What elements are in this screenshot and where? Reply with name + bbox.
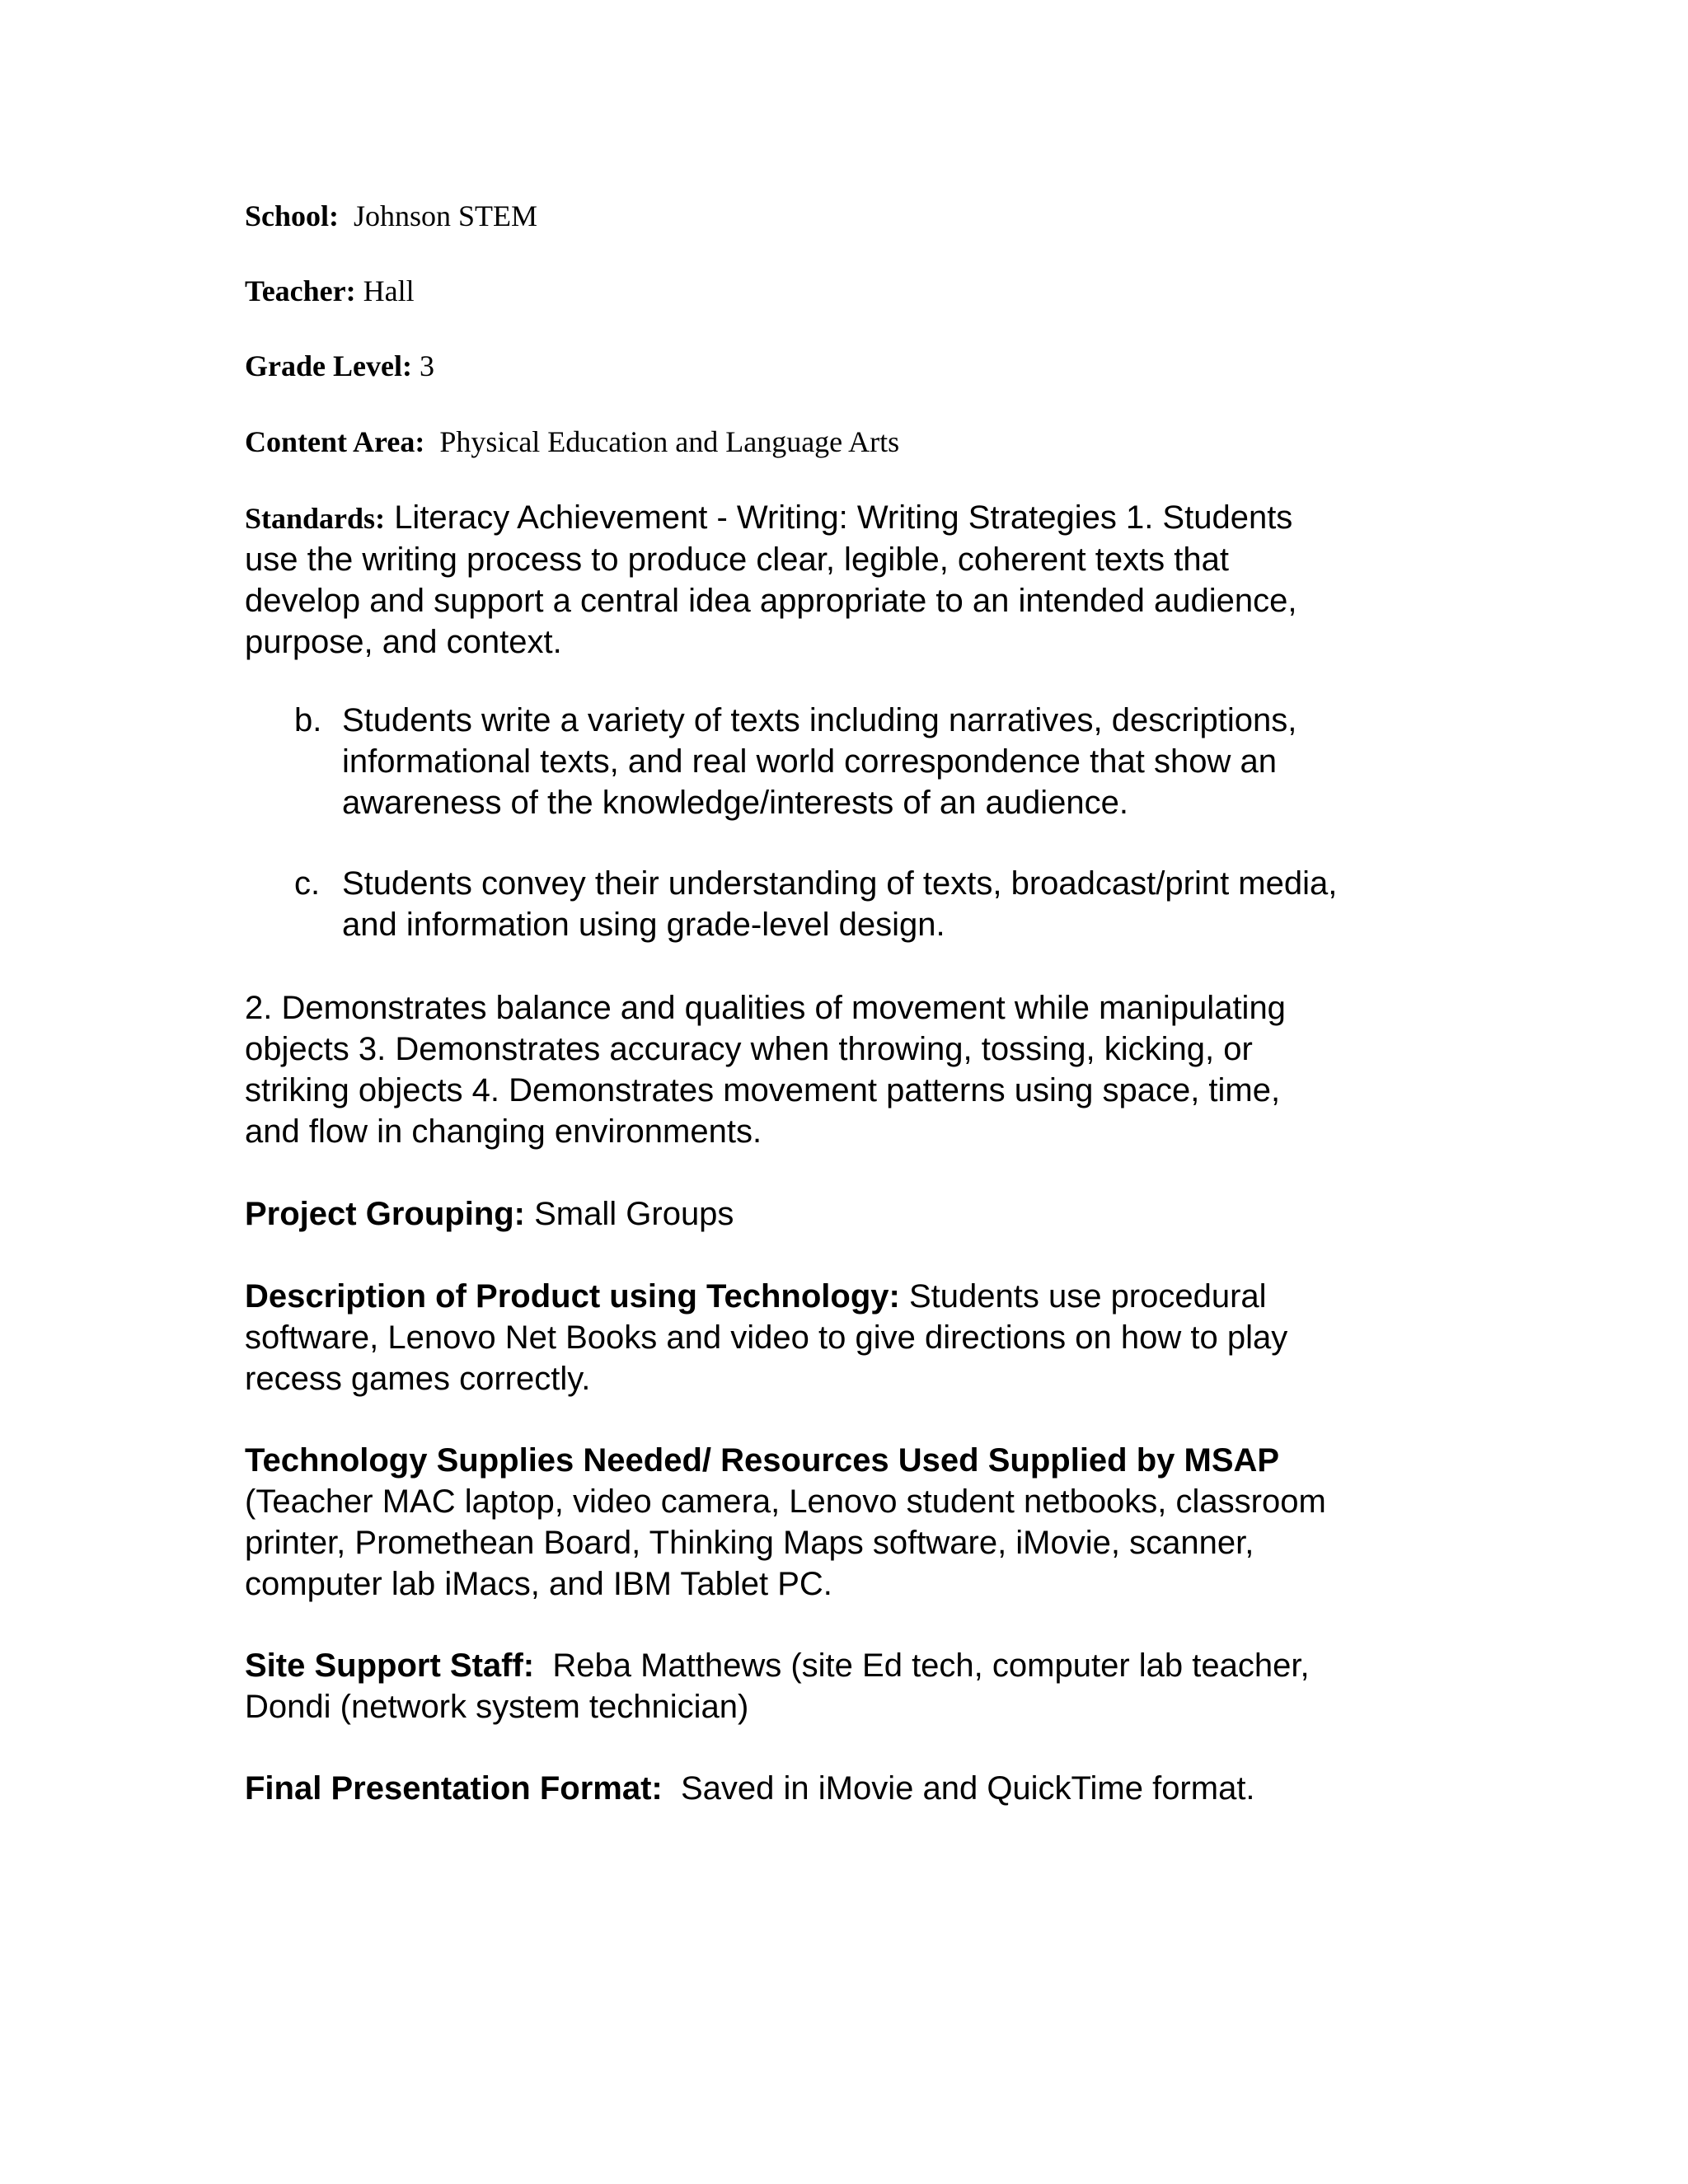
list-item-line: Students write a variety of texts including narratives, descriptions, [342, 702, 1297, 738]
description-label: Description of Product using Technology: [245, 1278, 900, 1315]
standards-line: develop and support a central idea appropriate to an intended audience, [245, 583, 1297, 619]
final-presentation-label: Final Presentation Format: [245, 1770, 663, 1807]
standards-label: Standards: [245, 502, 386, 535]
movement-line: and flow in changing environments. [245, 1113, 762, 1150]
standards-text: Literacy Achievement - Writing: Writing Strategies 1. Students [394, 499, 1293, 536]
description-first-line: Students use procedural [908, 1278, 1267, 1315]
school-field [245, 198, 537, 234]
project-grouping-label: Project Grouping: [245, 1196, 525, 1232]
site-support-paragraph [245, 1645, 1432, 1727]
grade-level-field [245, 348, 434, 384]
technology-line: printer, Promethean Board, Thinking Maps software, iMovie, scanner, [245, 1525, 1254, 1561]
list-item-line: and information using grade-level design. [342, 907, 945, 943]
final-presentation-field [245, 1768, 1432, 1809]
description-line [245, 1276, 1432, 1317]
content-area-label: Content Area: [245, 425, 425, 458]
site-support-first-line: Reba Matthews (site Ed tech, computer lab teacher, [552, 1647, 1310, 1684]
list-item [294, 863, 1448, 945]
standards-line: use the writing process to produce clear, legible, coherent texts that [245, 541, 1230, 578]
list-item-line: informational texts, and real world correspondence that show an [342, 743, 1277, 780]
project-grouping-line [245, 1193, 1432, 1235]
standards-paragraph [245, 497, 1432, 663]
standards-list [294, 700, 1448, 823]
technology-label: Technology Supplies Needed/ Resources Used Supplied by MSAP [245, 1442, 1280, 1479]
movement-line: striking objects 4. Demonstrates movement patterns using space, time, [245, 1072, 1281, 1108]
content-area-field [245, 424, 899, 460]
list-item [294, 700, 1448, 823]
final-presentation-value: Saved in iMovie and QuickTime format. [680, 1770, 1255, 1807]
grade-level-label: Grade Level: [245, 349, 412, 382]
movement-line: objects 3. Demonstrates accuracy when throwing, tossing, kicking, or [245, 1031, 1253, 1067]
grade-level-value: 3 [419, 349, 434, 382]
list-marker: b. [294, 702, 322, 738]
technology-line: computer lab iMacs, and IBM Tablet PC. [245, 1566, 832, 1602]
standards-line [245, 497, 1432, 539]
site-support-label: Site Support Staff: [245, 1647, 535, 1684]
site-support-line [245, 1645, 1432, 1686]
description-line: recess games correctly. [245, 1361, 591, 1397]
movement-line: 2. Demonstrates balance and qualities of movement while manipulating [245, 990, 1286, 1026]
description-line: software, Lenovo Net Books and video to give directions on how to play [245, 1319, 1288, 1356]
teacher-field [245, 273, 415, 309]
standards-list [294, 863, 1448, 945]
list-item-line: Students convey their understanding of texts, broadcast/print media, [342, 865, 1338, 902]
school-value: Johnson STEM [354, 199, 538, 232]
teacher-value: Hall [363, 274, 415, 307]
list-marker: c. [294, 865, 321, 902]
technology-line: (Teacher MAC laptop, video camera, Lenovo student netbooks, classroom [245, 1483, 1326, 1520]
final-presentation-line [245, 1768, 1432, 1809]
project-grouping-value: Small Groups [534, 1196, 734, 1232]
movement-standards-paragraph [245, 987, 1432, 1152]
site-support-line: Dondi (network system technician) [245, 1689, 749, 1725]
standards-line: purpose, and context. [245, 624, 562, 660]
list-item-line: awareness of the knowledge/interests of an audience. [342, 785, 1128, 821]
content-area-value: Physical Education and Language Arts [439, 425, 900, 458]
description-paragraph [245, 1276, 1432, 1399]
project-grouping-field [245, 1193, 1432, 1235]
technology-paragraph [245, 1440, 1432, 1605]
school-label: School: [245, 199, 340, 232]
teacher-label: Teacher: [245, 274, 356, 307]
